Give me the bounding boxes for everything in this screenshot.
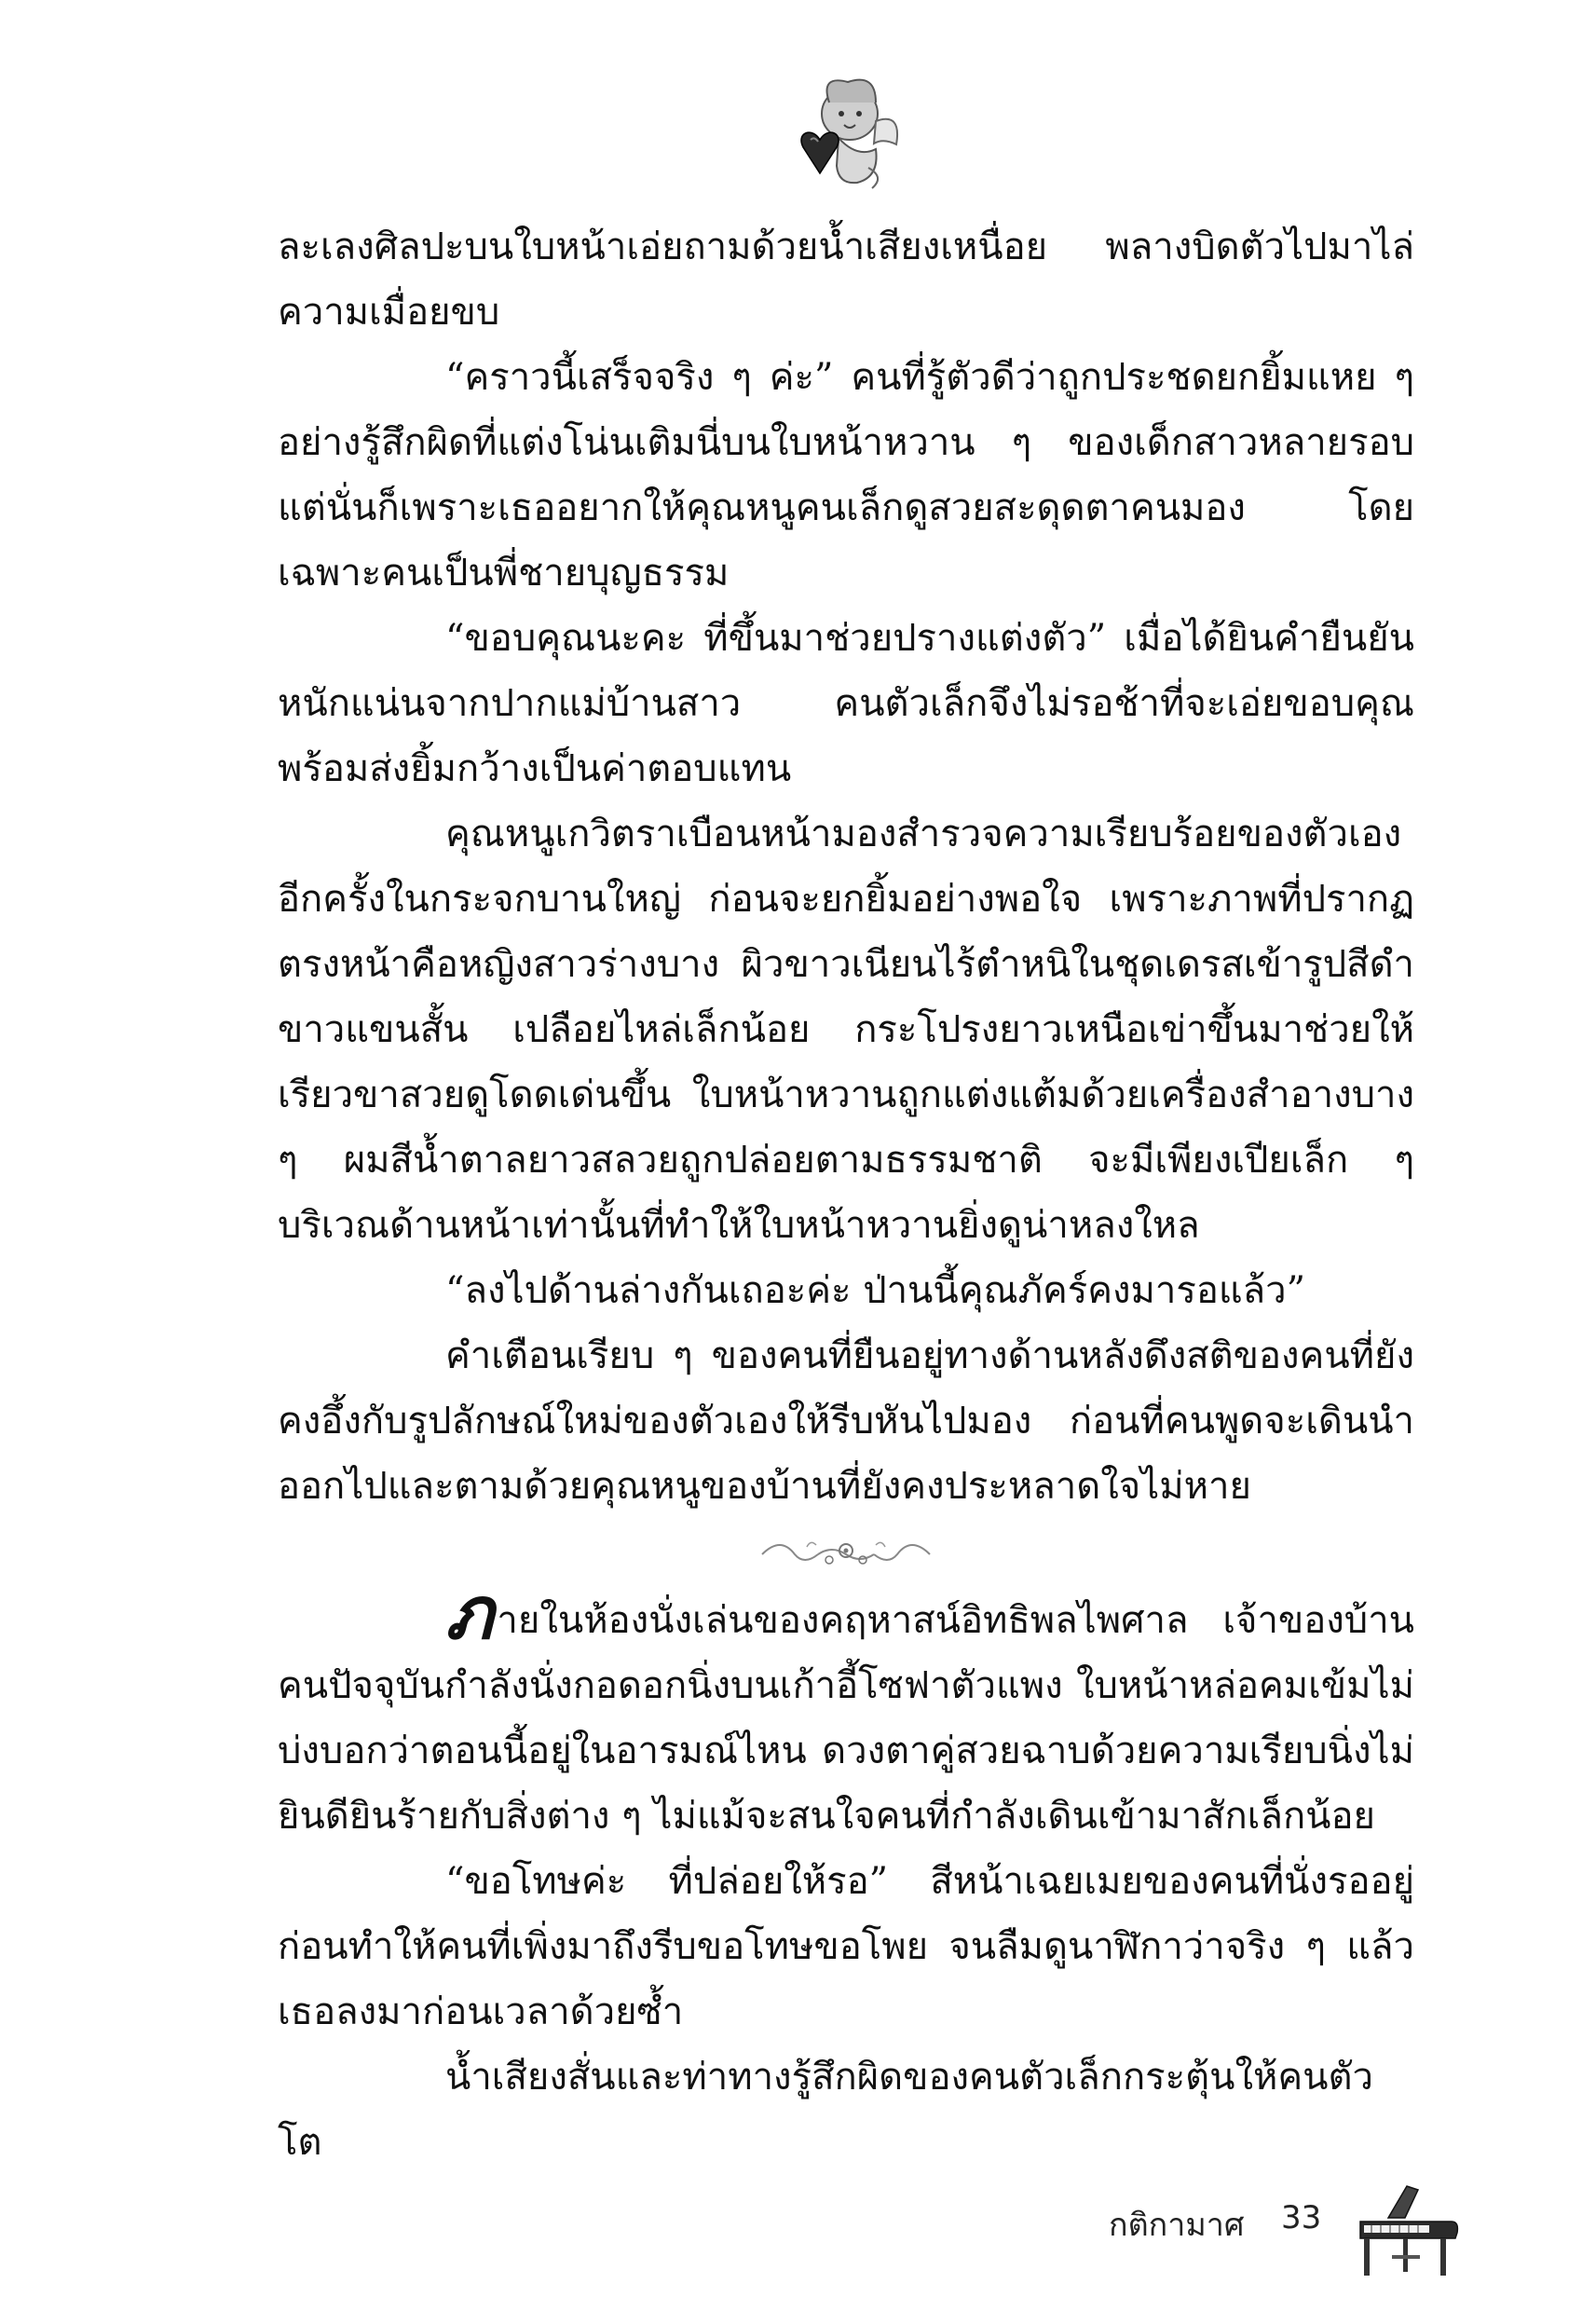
paragraph: “ขอบคุณนะคะ ที่ขึ้นมาช่วยปรางแต่งตัว” เมื่อได้ยินคำยืนยันหนักแน่นจากปากแม่บ้านสาว คนตัวเล็กจึงไม่รอช้าที่จะเอ่ยขอบคุณพร้อมส่งยิ้มกว้างเป็นค่าตอบแทน	[278, 617, 1414, 790]
piano-icon	[1351, 2181, 1463, 2283]
dropcap-letter: ภ	[445, 1571, 494, 1656]
paragraph: คำเตือนเรียบ ๆ ของคนที่ยืนอยู่ทางด้านหลังดึงสติของคนที่ยังคงอึ้งกับรูปลักษณ์ใหม่ของตัวเองให้รีบหันไปมอง ก่อนที่คนพูดจะเดินนำออกไปและตามด้วยคุณหนูของบ้านที่ยังคงประหลาดใจไม่หาย	[278, 1334, 1414, 1508]
paragraph: “ขอโทษค่ะ ที่ปล่อยให้รอ” สีหน้าเฉยเมยของคนที่นั่งรออยู่ก่อนทำให้คนที่เพิ่งมาถึงรีบขอโทษขอโพย จนลืมดูนาฬิกาว่าจริง ๆ แล้วเธอลงมาก่อนเวลาด้วยซ้ำ	[278, 1860, 1414, 2033]
paragraph: “คราวนี้เสร็จจริง ๆ ค่ะ” คนที่รู้ตัวดีว่าถูกประชดยกยิ้มแหย ๆ อย่างรู้สึกผิดที่แต่งโน่นเติมนี่บนใบหน้าหวาน ๆ ของเด็กสาวหลายรอบ แต่นั่นก็เพราะเธออยากให้คุณหนูคนเล็กดูสวยสะดุดตาคนมอง โดยเฉพาะคนเป็นพี่ชายบุญธรรม	[278, 356, 1414, 595]
footer-label: กติกามาศ	[1109, 2207, 1245, 2244]
paragraph: “ลงไปด้านล่างกันเถอะค่ะ ป่านนี้คุณภัคร์คงมารอแล้ว”	[445, 1269, 1306, 1312]
paragraph: คุณหนูเกวิตราเบือนหน้ามองสำรวจความเรียบร้อยของตัวเองอีกครั้งในกระจกบานใหญ่ ก่อนจะยกยิ้มอย่างพอใจ เพราะภาพที่ปรากฏตรงหน้าคือหญิงสาวร่างบาง ผิวขาวเนียนไร้ตำหนิในชุดเดรสเข้ารูปสีดำขาวแขนสั้น เปลือยไหล่เล็กน้อย กระโปรงยาวเหนือเข่าขึ้นมาช่วยให้เรียวขาสวยดูโดดเด่นขึ้น ใบหน้าหวานถูกแต่งแต้มด้วยเครื่องสำอางบาง ๆ ผมสีน้ำตาลยาวสลวยถูกปล่อยตามธรรมชาติ จะมีเพียงเปียเล็ก ๆ บริเวณด้านหน้าเท่านั้นที่ทำให้ใบหน้าหวานยิ่งดูน่าหลงใหล	[278, 813, 1414, 1247]
paragraph	[278, 1571, 1414, 1849]
cherub-heart-icon	[783, 65, 904, 196]
paragraph: ละเลงศิลปะบนใบหน้าเอ่ยถามด้วยน้ำเสียงเหนื่อย พลางบิดตัวไปมาไล่ความเมื่อยขบ	[278, 226, 1414, 334]
paragraph: น้ำเสียงสั่นและท่าทางรู้สึกผิดของคนตัวเล็กกระตุ้นให้คนตัวโต	[278, 2056, 1373, 2164]
paragraph-text: ายในห้องนั่งเล่นของคฤหาสน์อิทธิพลไพศาล เจ้าของบ้านคนปัจจุบันกำลังนั่งกอดอกนิ่งบนเก้าอี้โซฟาตัวแพง ใบหน้าหล่อคมเข้มไม่บ่งบอกว่าตอนนี้อยู่ในอารมณ์ไหน ดวงตาคู่สวยฉาบด้วยความเรียบนิ่งไม่ยินดียินร้ายกับสิ่งต่าง ๆ ไม่แม้จะสนใจคนที่กำลังเดินเข้ามาสักเล็กน้อย	[278, 1599, 1414, 1838]
body-text	[278, 214, 1414, 2175]
floral-divider-icon	[753, 1526, 939, 1579]
page-number: 33	[1281, 2199, 1322, 2236]
page-footer	[1109, 2181, 1500, 2283]
